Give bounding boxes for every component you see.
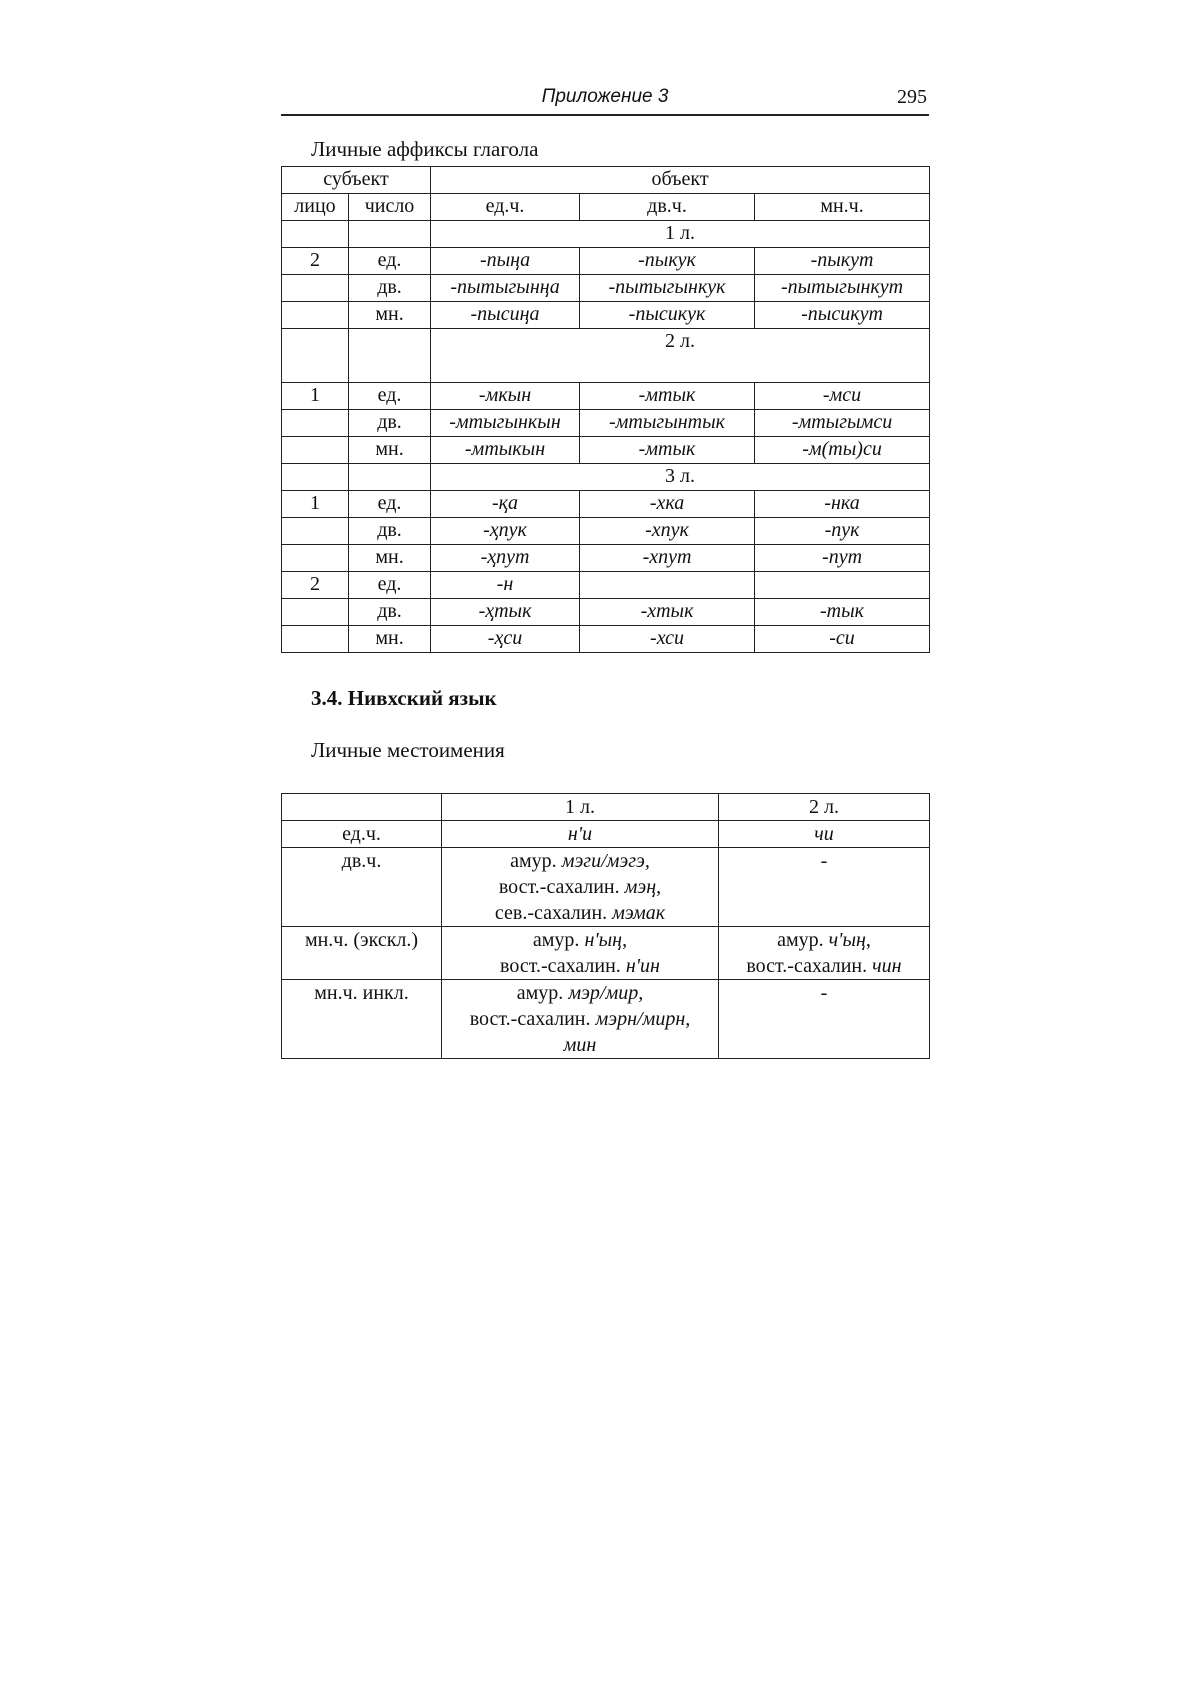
empty-cell [349,221,431,248]
table-row [282,302,930,329]
singular-form: -ҳпут [431,545,580,572]
plural-form: -си [755,626,930,653]
singular-form: -ҳпук [431,518,580,545]
empty-cell [349,329,431,383]
dialect-label: амур. [516,982,569,1004]
empty-cell [282,329,349,383]
person-header: лицо [282,194,349,221]
verb-affixes-table [281,166,930,653]
empty-cell [349,464,431,491]
second-person-cell [719,980,930,1059]
singular-form: -пысиңа [431,302,580,329]
singular-form: -ҳси [431,626,580,653]
second-person-cell [719,821,930,848]
dialect-label: - [820,850,828,872]
person-cell: 1 [282,491,349,518]
dialect-label: , [656,876,662,898]
cell-line [722,980,926,1006]
pronoun-form: мин [563,1034,597,1056]
dual-form: -пыкук [580,248,755,275]
running-title: Приложение 3 [541,86,669,107]
dialect-label: , [622,929,628,951]
cell-line [445,821,715,847]
cell-line [445,848,715,874]
table-row [282,626,930,653]
row-label: мн.ч. инкл. [282,980,442,1059]
dialect-label: амур. [532,929,585,951]
dual-form: -мтык [580,437,755,464]
pronoun-form: ч'ыӊ [828,929,866,951]
section-label-row [282,329,930,383]
dual-form: -хка [580,491,755,518]
dual-form: -мтык [580,383,755,410]
plural-form: -пук [755,518,930,545]
dual-form: -пытыгынкук [580,275,755,302]
cell-line [445,927,715,953]
person-cell [282,626,349,653]
cell-line [445,1006,715,1032]
dialect-label: вост.-сахалин. [498,876,625,898]
cell-line [445,1032,715,1058]
singular-form: -пытыгынңа [431,275,580,302]
row-label: мн.ч. (экскл.) [282,927,442,980]
singular-form: -мтыкын [431,437,580,464]
dual-form: -мтыгынтык [580,410,755,437]
number-cell: мн. [349,626,431,653]
dialect-label: , [865,929,871,951]
singular-form: -мтыгынкын [431,410,580,437]
table-row [282,518,930,545]
section-label-row [282,221,930,248]
number-cell: ед. [349,491,431,518]
number-cell: дв. [349,410,431,437]
number-cell: дв. [349,518,431,545]
singular-form: -мкын [431,383,580,410]
table-row [282,437,930,464]
section-label: 2 л. [431,329,930,383]
first-person-header: 1 л. [442,794,719,821]
pronoun-form: мэӊ [624,876,657,898]
pronoun-form: н'ыӊ [584,929,623,951]
page-number: 295 [897,86,927,108]
pronoun-form: н'ин [625,955,660,977]
second-person-header: 2 л. [719,794,930,821]
second-person-cell [719,927,930,980]
cell-line [445,900,715,926]
first-person-cell [442,927,719,980]
dual-form [580,572,755,599]
person-cell: 1 [282,383,349,410]
dual-form: -хси [580,626,755,653]
pronoun-form: чи [814,823,834,845]
row-label: дв.ч. [282,848,442,927]
dialect-label: вост.-сахалин. [746,955,873,977]
number-cell: ед. [349,383,431,410]
table-header-row [282,167,930,194]
number-cell: мн. [349,437,431,464]
number-cell: мн. [349,302,431,329]
table-row [282,599,930,626]
plural-form: -мси [755,383,930,410]
plural-form: -пытыгынкут [755,275,930,302]
dual-form: -хпук [580,518,755,545]
cell-line [445,953,715,979]
cell-line [722,848,926,874]
number-cell: дв. [349,599,431,626]
number-cell: ед. [349,572,431,599]
person-cell: 2 [282,248,349,275]
subject-header: субъект [282,167,431,194]
plural-form [755,572,930,599]
pronoun-form: мэр/мир, [568,982,644,1004]
table-row [282,545,930,572]
number-header: число [349,194,431,221]
first-person-cell [442,821,719,848]
plural-form: -пут [755,545,930,572]
dialect-label: сев.-сахалин. [494,902,613,924]
plural-form: -пыкут [755,248,930,275]
table-row [282,821,930,848]
plural-form: -мтыгымси [755,410,930,437]
person-cell [282,518,349,545]
dialect-label: вост.-сахалин. [469,1008,596,1030]
singular-form: -қа [431,491,580,518]
empty-cell [282,221,349,248]
cell-line [722,821,926,847]
table-row [282,927,930,980]
person-cell [282,302,349,329]
empty-header-cell [282,794,442,821]
number-cell: мн. [349,545,431,572]
table-row [282,410,930,437]
row-label: ед.ч. [282,821,442,848]
person-cell [282,545,349,572]
dual-form: -хпут [580,545,755,572]
section-label-row [282,464,930,491]
cell-line [722,927,926,953]
table-header-row [282,194,930,221]
plural-header: мн.ч. [755,194,930,221]
first-person-cell [442,848,719,927]
running-header [281,84,929,116]
pronoun-form: мэги/мэгэ, [561,850,650,872]
table-row [282,383,930,410]
plural-form: -пысикут [755,302,930,329]
person-cell [282,437,349,464]
pronoun-form: мэрн/мирн, [595,1008,691,1030]
section-label: 3 л. [431,464,930,491]
singular-form: -ҳтык [431,599,580,626]
personal-pronouns-table [281,793,930,1059]
table-row [282,491,930,518]
pronoun-form: мэмак [612,902,666,924]
dialect-label: амур. [510,850,562,872]
section-label: 1 л. [431,221,930,248]
affixes-caption: Личные аффиксы глагола [311,137,539,161]
empty-cell [282,464,349,491]
plural-form: -м(ты)си [755,437,930,464]
dialect-label: вост.-сахалин. [500,955,626,977]
pronoun-form: чин [872,955,902,977]
section-heading: 3.4. Нивхский язык [311,686,497,710]
person-cell [282,599,349,626]
singular-header: ед.ч. [431,194,580,221]
dual-header: дв.ч. [580,194,755,221]
singular-form: -пыңа [431,248,580,275]
first-person-cell [442,980,719,1059]
table-header-row [282,794,930,821]
table-row [282,980,930,1059]
table-row [282,248,930,275]
cell-line [445,980,715,1006]
plural-form: -нка [755,491,930,518]
object-header: объект [431,167,930,194]
person-cell [282,275,349,302]
singular-form: -н [431,572,580,599]
person-cell: 2 [282,572,349,599]
number-cell: ед. [349,248,431,275]
dual-form: -пысикук [580,302,755,329]
plural-form: -тык [755,599,930,626]
cell-line [445,874,715,900]
second-person-cell [719,848,930,927]
pronouns-caption: Личные местоимения [311,738,505,762]
pronoun-form: н'и [567,823,593,845]
person-cell [282,410,349,437]
cell-line [722,953,926,979]
table-row [282,572,930,599]
table-row [282,275,930,302]
dialect-label: - [820,982,828,1004]
dual-form: -хтык [580,599,755,626]
table-row [282,848,930,927]
dialect-label: амур. [777,929,829,951]
number-cell: дв. [349,275,431,302]
